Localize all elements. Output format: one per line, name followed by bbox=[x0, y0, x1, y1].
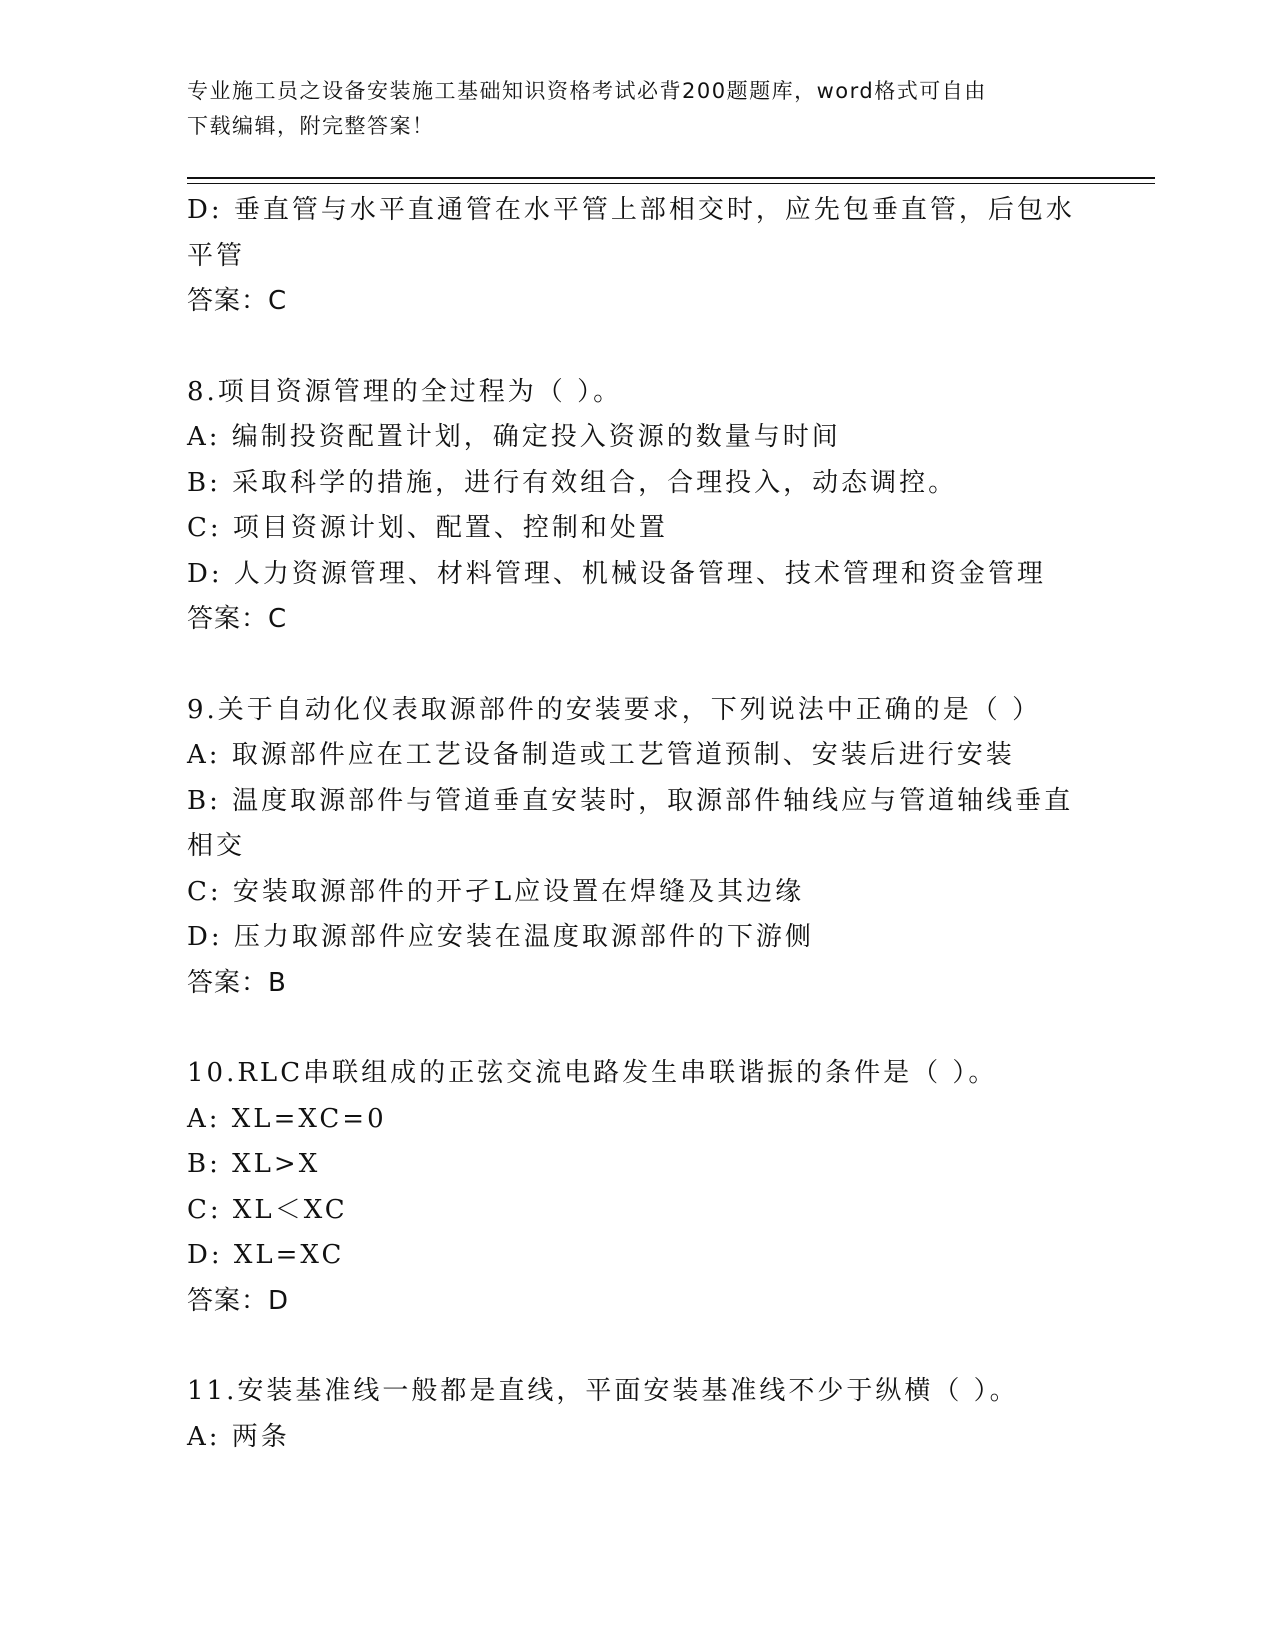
header-line-2: 下载编辑，附完整答案！ bbox=[187, 114, 435, 138]
question-title: 10.RLC串联组成的正弦交流电路发生串联谐振的条件是（ ）。 bbox=[187, 1058, 998, 1088]
option-d: D: 垂直管与水平直通管在水平管上部相交时，应先包垂直管，后包水 bbox=[187, 195, 1075, 225]
option-b: B: 温度取源部件与管道垂直安装时，取源部件轴线应与管道轴线垂直 bbox=[187, 785, 1074, 816]
option-d: D: XL=XC bbox=[187, 1240, 345, 1270]
option-a: A: 编制投资配置计划，确定投入资源的数量与时间 bbox=[187, 422, 841, 452]
question-block-prev bbox=[187, 188, 1107, 325]
option-d: D: 压力取源部件应安装在温度取源部件的下游侧 bbox=[187, 922, 814, 952]
option-b-continued: 相交 bbox=[187, 831, 246, 861]
question-block-11 bbox=[187, 1369, 1107, 1460]
header-rule-thick bbox=[187, 177, 1155, 179]
answer: 答案：C bbox=[187, 286, 288, 316]
spacer bbox=[187, 1324, 1107, 1369]
header-line-1: 专业施工员之设备安装施工基础知识资格考试必背200题题库，word格式可自由 bbox=[187, 79, 987, 103]
option-a: A: 取源部件应在工艺设备制造或工艺管道预制、安装后进行安装 bbox=[187, 740, 1015, 770]
option-a: A: XL=XC=0 bbox=[187, 1103, 387, 1134]
option-c: C: XL＜XC bbox=[187, 1194, 348, 1225]
header-rule-thin bbox=[187, 183, 1155, 184]
document-header bbox=[187, 74, 1107, 144]
answer: 答案：D bbox=[187, 1285, 290, 1316]
option-b: B: XL>X bbox=[187, 1149, 321, 1179]
spacer bbox=[187, 643, 1107, 688]
option-a: A: 两条 bbox=[187, 1421, 290, 1452]
question-block-8 bbox=[187, 370, 1107, 643]
question-block-9 bbox=[187, 688, 1107, 1007]
question-list bbox=[187, 188, 1107, 1460]
spacer bbox=[187, 325, 1107, 370]
question-block-10 bbox=[187, 1051, 1107, 1324]
question-title: 8.项目资源管理的全过程为（ ）。 bbox=[187, 376, 623, 407]
answer: 答案：C bbox=[187, 604, 288, 634]
option-d-continued: 平管 bbox=[187, 240, 246, 271]
question-title: 9.关于自动化仪表取源部件的安装要求，下列说法中正确的是（ ） bbox=[187, 694, 1042, 725]
spacer bbox=[187, 1006, 1107, 1051]
answer: 答案：B bbox=[187, 967, 287, 998]
option-c: C: 项目资源计划、配置、控制和处置 bbox=[187, 513, 668, 543]
option-d: D: 人力资源管理、材料管理、机械设备管理、技术管理和资金管理 bbox=[187, 558, 1046, 589]
question-title: 11.安装基准线一般都是直线，平面安装基准线不少于纵横（ ）。 bbox=[187, 1376, 1019, 1406]
option-b: B: 采取科学的措施，进行有效组合，合理投入，动态调控。 bbox=[187, 467, 958, 498]
option-c: C: 安装取源部件的开孑L应设置在焊缝及其边缘 bbox=[187, 876, 805, 907]
